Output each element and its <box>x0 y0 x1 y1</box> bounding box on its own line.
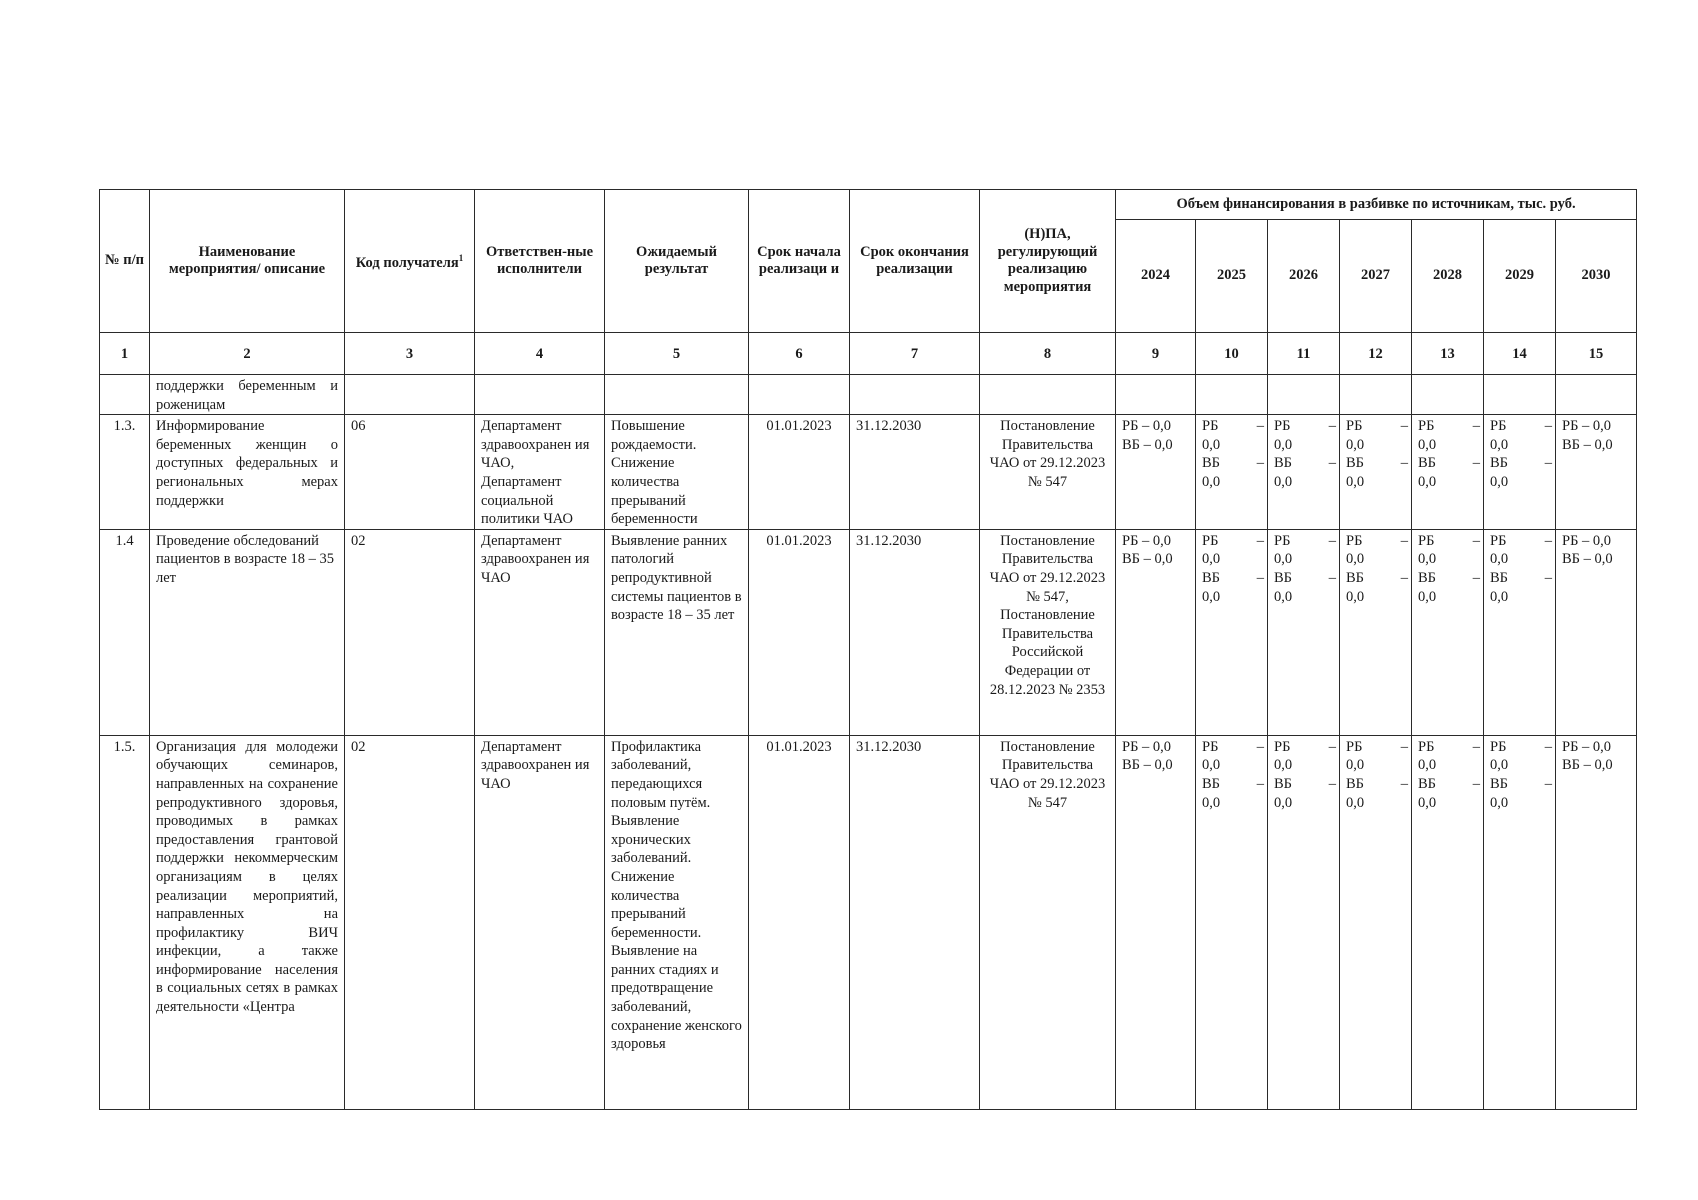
row-end-date: 31.12.2030 <box>850 415 980 530</box>
continuation-text: поддержки беременным и роженицам <box>150 375 345 415</box>
funding-2026: РБ – 0,0 ВБ – 0,0 <box>1268 735 1340 1109</box>
row-end-date: 31.12.2030 <box>850 529 980 735</box>
row-expected-result: Выявление ранних патологий репродуктивной системы пациентов в возрасте 18 – 35 лет <box>605 529 749 735</box>
column-number: 1 <box>100 333 150 375</box>
row-code: 02 <box>345 735 475 1109</box>
funding-2025: РБ – 0,0 ВБ – 0,0 <box>1196 735 1268 1109</box>
column-number: 12 <box>1340 333 1412 375</box>
continuation-row <box>100 375 1637 415</box>
row-start-date: 01.01.2023 <box>749 415 850 530</box>
table-row <box>100 735 1637 1109</box>
row-name: Информирование беременных женщин о доступных федеральных и региональных мерах поддержки <box>150 415 345 530</box>
row-responsible: Департамент здравоохранен ия ЧАО <box>475 529 605 735</box>
header-end-date: Срок окончания реализации <box>850 190 980 333</box>
funding-2027: РБ – 0,0 ВБ – 0,0 <box>1340 735 1412 1109</box>
row-name: Организация для молодежи обучающих семинаров, направленных на сохранение репродуктивного здоровья, проводимых в рамках предоставления грантовой поддержки некоммерческим организациям в целях реализации мероприятий, направленных на профилактику ВИЧ инфекции, а также информирование населения в социальных сетях в рамках деятельности «Центра <box>150 735 345 1109</box>
header-code: Код получателя$^1$ <box>345 190 475 333</box>
header-year: 2029 <box>1484 220 1556 333</box>
column-number: 4 <box>475 333 605 375</box>
row-expected-result: Повышение рождаемости. Снижение количества прерываний беременности <box>605 415 749 530</box>
header-name: Наименование мероприятия/ описание <box>150 190 345 333</box>
funding-2030: РБ – 0,0 ВБ – 0,0 <box>1556 415 1637 530</box>
header-year: 2030 <box>1556 220 1637 333</box>
funding-2025: РБ – 0,0 ВБ – 0,0 <box>1196 415 1268 530</box>
header-responsible: Ответствен-ные исполнители <box>475 190 605 333</box>
column-number: 3 <box>345 333 475 375</box>
funding-2024: РБ – 0,0 ВБ – 0,0 <box>1116 415 1196 530</box>
row-number: 1.4 <box>100 529 150 735</box>
row-end-date: 31.12.2030 <box>850 735 980 1109</box>
row-responsible: Департамент здравоохранен ия ЧАО, Департамент социальной политики ЧАО <box>475 415 605 530</box>
funding-2026: РБ – 0,0 ВБ – 0,0 <box>1268 529 1340 735</box>
column-number: 10 <box>1196 333 1268 375</box>
header-year: 2027 <box>1340 220 1412 333</box>
column-number: 9 <box>1116 333 1196 375</box>
funding-2025: РБ – 0,0 ВБ – 0,0 <box>1196 529 1268 735</box>
funding-2028: РБ – 0,0 ВБ – 0,0 <box>1412 415 1484 530</box>
column-number: 15 <box>1556 333 1637 375</box>
header-year: 2028 <box>1412 220 1484 333</box>
funding-2029: РБ – 0,0 ВБ – 0,0 <box>1484 415 1556 530</box>
column-number: 5 <box>605 333 749 375</box>
funding-2028: РБ – 0,0 ВБ – 0,0 <box>1412 529 1484 735</box>
column-number: 13 <box>1412 333 1484 375</box>
header-num: № п/п <box>100 190 150 333</box>
funding-table <box>99 189 1637 1110</box>
column-number: 8 <box>980 333 1116 375</box>
header-year: 2024 <box>1116 220 1196 333</box>
row-start-date: 01.01.2023 <box>749 735 850 1109</box>
header-year: 2025 <box>1196 220 1268 333</box>
funding-2029: РБ – 0,0 ВБ – 0,0 <box>1484 735 1556 1109</box>
header-year: 2026 <box>1268 220 1340 333</box>
row-npa: Постановление Правительства ЧАО от 29.12.2023 № 547 <box>980 735 1116 1109</box>
row-npa: Постановление Правительства ЧАО от 29.12.2023 № 547, Постановление Правительства Российской Федерации от 28.12.2023 № 2353 <box>980 529 1116 735</box>
funding-2024: РБ – 0,0 ВБ – 0,0 <box>1116 735 1196 1109</box>
row-number: 1.3. <box>100 415 150 530</box>
funding-2030: РБ – 0,0 ВБ – 0,0 <box>1556 735 1637 1109</box>
row-code: 06 <box>345 415 475 530</box>
header-expected-result: Ожидаемый результат <box>605 190 749 333</box>
column-number-row <box>100 333 1637 375</box>
document-page <box>99 189 1636 1110</box>
row-expected-result: Профилактика заболеваний, передающихся половым путём. Выявление хронических заболеваний. Снижение количества прерываний беременности. Выявление на ранних стадиях и предотвращение заболеваний, сохранение женского здоровья <box>605 735 749 1109</box>
column-number: 7 <box>850 333 980 375</box>
funding-2028: РБ – 0,0 ВБ – 0,0 <box>1412 735 1484 1109</box>
funding-2024: РБ – 0,0 ВБ – 0,0 <box>1116 529 1196 735</box>
funding-2026: РБ – 0,0 ВБ – 0,0 <box>1268 415 1340 530</box>
funding-2027: РБ – 0,0 ВБ – 0,0 <box>1340 529 1412 735</box>
row-npa: Постановление Правительства ЧАО от 29.12.2023 № 547 <box>980 415 1116 530</box>
header-funding-group: Объем финансирования в разбивке по источникам, тыс. руб. <box>1116 190 1637 220</box>
funding-2030: РБ – 0,0 ВБ – 0,0 <box>1556 529 1637 735</box>
row-start-date: 01.01.2023 <box>749 529 850 735</box>
row-number: 1.5. <box>100 735 150 1109</box>
funding-2029: РБ – 0,0 ВБ – 0,0 <box>1484 529 1556 735</box>
column-number: 11 <box>1268 333 1340 375</box>
column-number: 2 <box>150 333 345 375</box>
column-number: 6 <box>749 333 850 375</box>
row-responsible: Департамент здравоохранен ия ЧАО <box>475 735 605 1109</box>
row-code: 02 <box>345 529 475 735</box>
table-row <box>100 529 1637 735</box>
funding-2027: РБ – 0,0 ВБ – 0,0 <box>1340 415 1412 530</box>
header-start-date: Срок начала реализаци и <box>749 190 850 333</box>
row-name: Проведение обследований пациентов в возрасте 18 – 35 лет <box>150 529 345 735</box>
column-number: 14 <box>1484 333 1556 375</box>
table-row <box>100 415 1637 530</box>
header-npa: (Н)ПА, регулирующий реализацию мероприятия <box>980 190 1116 333</box>
